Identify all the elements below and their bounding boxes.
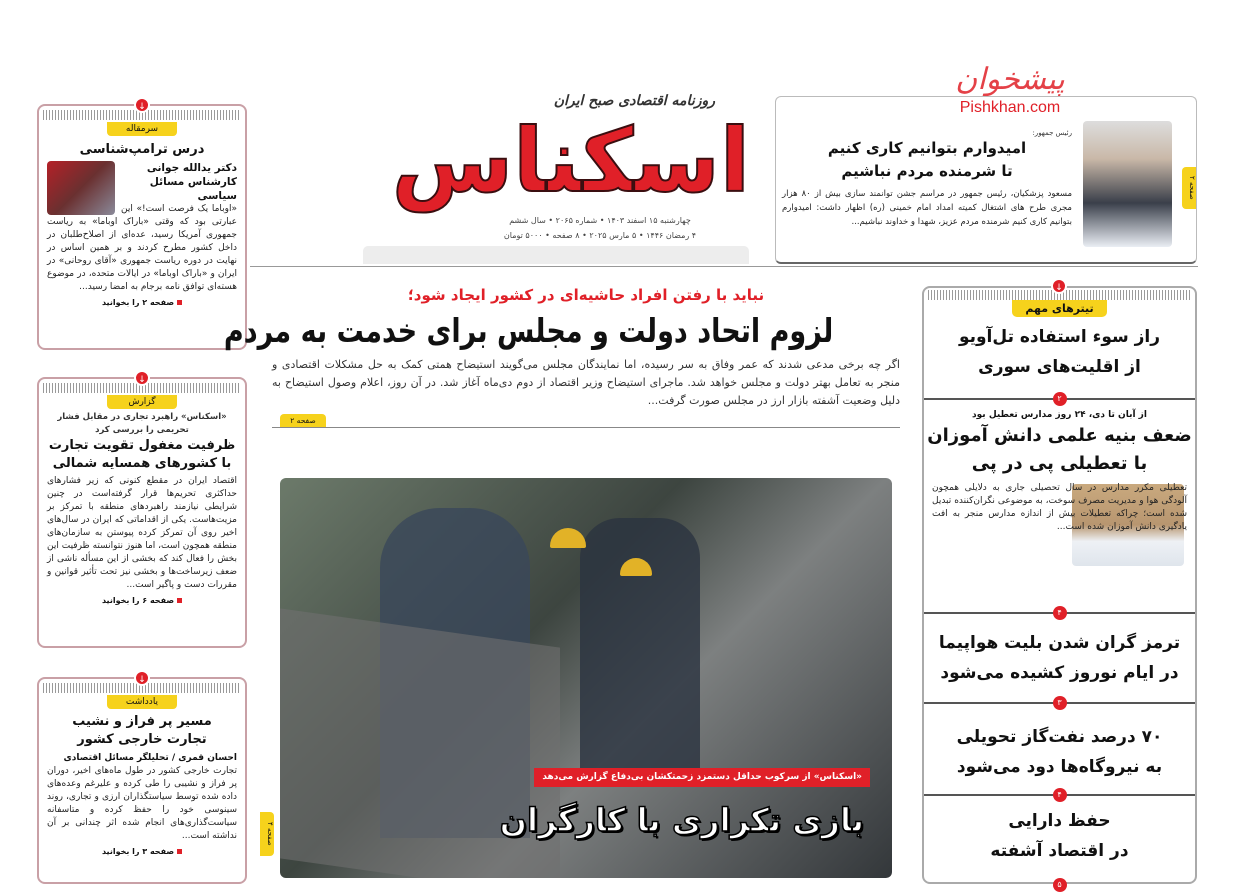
title[interactable]: درس ترامپ‌شناسی (79, 142, 205, 157)
date-line: ۴ رمضان ۱۴۴۶ • ۵ مارس ۲۰۲۵ • ۸ صفحه • ۵۰۰۰ تومان (503, 231, 697, 240)
page-tab[interactable]: صفحه ۴ (260, 812, 274, 856)
miners-photo[interactable] (280, 478, 892, 878)
photo-kicker: «اسکناس» از سرکوب حداقل دستمزد زحمتکشان بی‌دفاع گزارش می‌دهد (534, 768, 870, 787)
title[interactable]: تجارت خارجی کشور (77, 732, 207, 747)
headline-item[interactable]: حفظ دارایی در اقتصاد آشفته ۵ (924, 798, 1195, 884)
headline-item[interactable]: ۷۰ درصد نفت‌گاز تحویلی به نیروگاه‌ها دود می‌شود ۴ (924, 706, 1195, 796)
page-number: ۲ (1053, 392, 1067, 406)
author-photo (47, 161, 115, 215)
headline-item[interactable]: از آبان تا دی، ۲۴ روز مدارس تعطیل بود ضعف بنیه علمی دانش آموزان با تعطیلی پی در پی تعطیلی مکرر مدارس در سال تحصیلی جاری به دلایلی همچون آلودگی هوا و مدیریت مصرف سوخت، به موضوعی نگران‌کننده تبدیل شده است؛ چراکه تعطیلات بیش از اندازه مدارس منجر به افت یادگیری دانش آموزان شده است... ۴ (924, 400, 1195, 614)
top-story[interactable] (775, 96, 1197, 264)
watermark: پیشخوان Pishkhan.com (955, 62, 1065, 116)
main-headline[interactable]: لزوم اتحاد دولت و مجلس برای خدمت به مردم (223, 311, 834, 350)
section-tag: سرمقاله (107, 122, 177, 136)
page-number: ۴ (1053, 788, 1067, 802)
report-box[interactable]: ↓ گزارش «اسکناس» راهبرد تجاری در مقابل فشار تحریمی را بررسی کرد ظرفیت مغفول تقویت تجارت با کشورهای همسایه شمالی اقتصاد ایران در مقطع کنونی که زیر فشارهای حداکثری تحریم‌ها قرار گرفته‌است در چنین شرایطی نیازمند راهبردهای منطقه با تمرکز بر مزیت‌هاست. یکی از اقداماتی که ایران در سال‌های اخیر روی آن تمرکز کرده پیوستن به سازمان‌های منطقه همچون است، اما هنوز نتوانسته ظرفیت این بخش را فعال کند که بخشی از این مسأله ناشی از ضعف زیرساخت‌ها و بخشی نیز تحت تأثیر قوانین و مقررات دست و پاگیر است... صفحه ۶ را بخوانید (37, 377, 247, 648)
kicker: رئیس جمهور: (1032, 129, 1072, 137)
editorial-box[interactable]: ↓ سرمقاله درس ترامپ‌شناسی دکتر یدالله جوانی کارشناس مسائل سیاسی «اوباما یک فرصت است!» این عبارتی بود که وقتی «باراک اوباما» به ریاست جمهوری آمریکا رسید، عده‌ای از اصلاح‌طلبان در داخل کشور مطرح کردند و بر همین اساس در نهایت در دوره ریاست جمهوری «آقای روحانی» در ایران و «باراک اوباما» در ایالات متحده، در موضوع هسته‌ای توافق نامه برجام به امضا رسید... صفحه ۲ را بخوانید (37, 104, 247, 350)
main-lede: اگر چه برخی مدعی شدند که عمر وفاق به سر رسیده، اما نمایندگان مجلس می‌گویند استیضاح همتی کمک به حل مشکلات اقتصادی و منجر به تعامل بهتر دولت و مجلس خواهد شد. ماجرای استیضاح وزیر اقتصاد از دوم دی‌ماه آغاز شد. در آن روز، اعلام وصول استیضاح به دلیل وضعیت آشفته بازار ارز در مجلس صورت گرفت... (272, 358, 900, 407)
arrow-down-icon: ↓ (134, 370, 150, 386)
main-kicker: نباید با رفتن افراد حاشیه‌ای در کشور ایجاد شود؛ (407, 286, 765, 304)
headline-item[interactable]: راز سوء استفاده تل‌آویو از اقلیت‌های سوری ۲ (924, 322, 1195, 400)
president-photo (1083, 121, 1172, 247)
photo-headline[interactable]: بازی تکراری با کارگران (499, 801, 864, 839)
divider (250, 266, 1198, 267)
section-tag: یادداشت (107, 695, 177, 709)
masthead (270, 92, 750, 212)
arrow-down-icon: ↓ (134, 670, 150, 686)
arrow-down-icon: ↓ (134, 97, 150, 113)
date-line: چهارشنبه ۱۵ اسفند ۱۴۰۳ • شماره ۲۰۶۵ • سال ششم (509, 216, 691, 225)
page-tab[interactable]: صفحه ۲ (1182, 167, 1196, 209)
page-number: ۴ (1053, 606, 1067, 620)
page-number: ۳ (1053, 696, 1067, 710)
read-more-link[interactable]: صفحه ۶ را بخوانید (47, 596, 237, 605)
logo[interactable]: اسکناس (391, 109, 750, 212)
body: مسعود پزشکیان، رئیس جمهور در مراسم جشن توانمند سازی بیش از ۸۰ هزار مجری طرح های اشتغال کمیته امداد امام خمینی (ره) اظهار داشت: امیدوارم بتوانیم کاری کنیم شرمنده مردم عزیز، شهدا و خداوند نباشیم... (782, 189, 1072, 227)
divider (272, 427, 900, 428)
section-tag: تیترهای مهم (1012, 300, 1107, 317)
page-tag[interactable]: صفحه ۲ (280, 414, 326, 427)
headline[interactable]: امیدوارم بتوانیم کاری کنیم (827, 139, 1027, 157)
tagline: روزنامه اقتصادی صبح ایران (553, 93, 715, 109)
note-box[interactable]: ↓ یادداشت مسیر پر فراز و نشیب تجارت خارجی کشور احسان قمری / تحلیلگر مسائل اقتصادی تجارت خارجی کشور در طول ماه‌های اخیر، دوران پر فراز و نشیبی را طی کرده و علیرغم وعده‌های داده شده توسط سیاستگذاران ارزی و تجاری، روند سینوسی خود را حفظ کرده و متاسفانه سیاست‌گذاری‌های انجام شده اثر چندانی بر آن نداشته است... صفحه ۳ را بخوانید (37, 677, 247, 884)
section-tag: گزارش (107, 395, 177, 409)
read-more-link[interactable]: صفحه ۳ را بخوانید (47, 847, 237, 856)
read-more-link[interactable]: صفحه ۲ را بخوانید (47, 298, 237, 307)
headline[interactable]: تا شرمنده مردم نباشیم (841, 162, 1013, 180)
title[interactable]: مسیر پر فراز و نشیب (72, 714, 212, 729)
headline-item[interactable]: ترمز گران شدن بلیت هواپیما در ایام نوروز کشیده می‌شود ۳ (924, 616, 1195, 704)
title[interactable]: ظرفیت مغفول تقویت تجارت (48, 438, 236, 453)
arrow-down-icon: ↓ (1051, 278, 1067, 294)
page-number: ۵ (1053, 878, 1067, 892)
masthead-bar (363, 246, 749, 264)
title[interactable]: با کشورهای همسایه شمالی (52, 456, 232, 471)
